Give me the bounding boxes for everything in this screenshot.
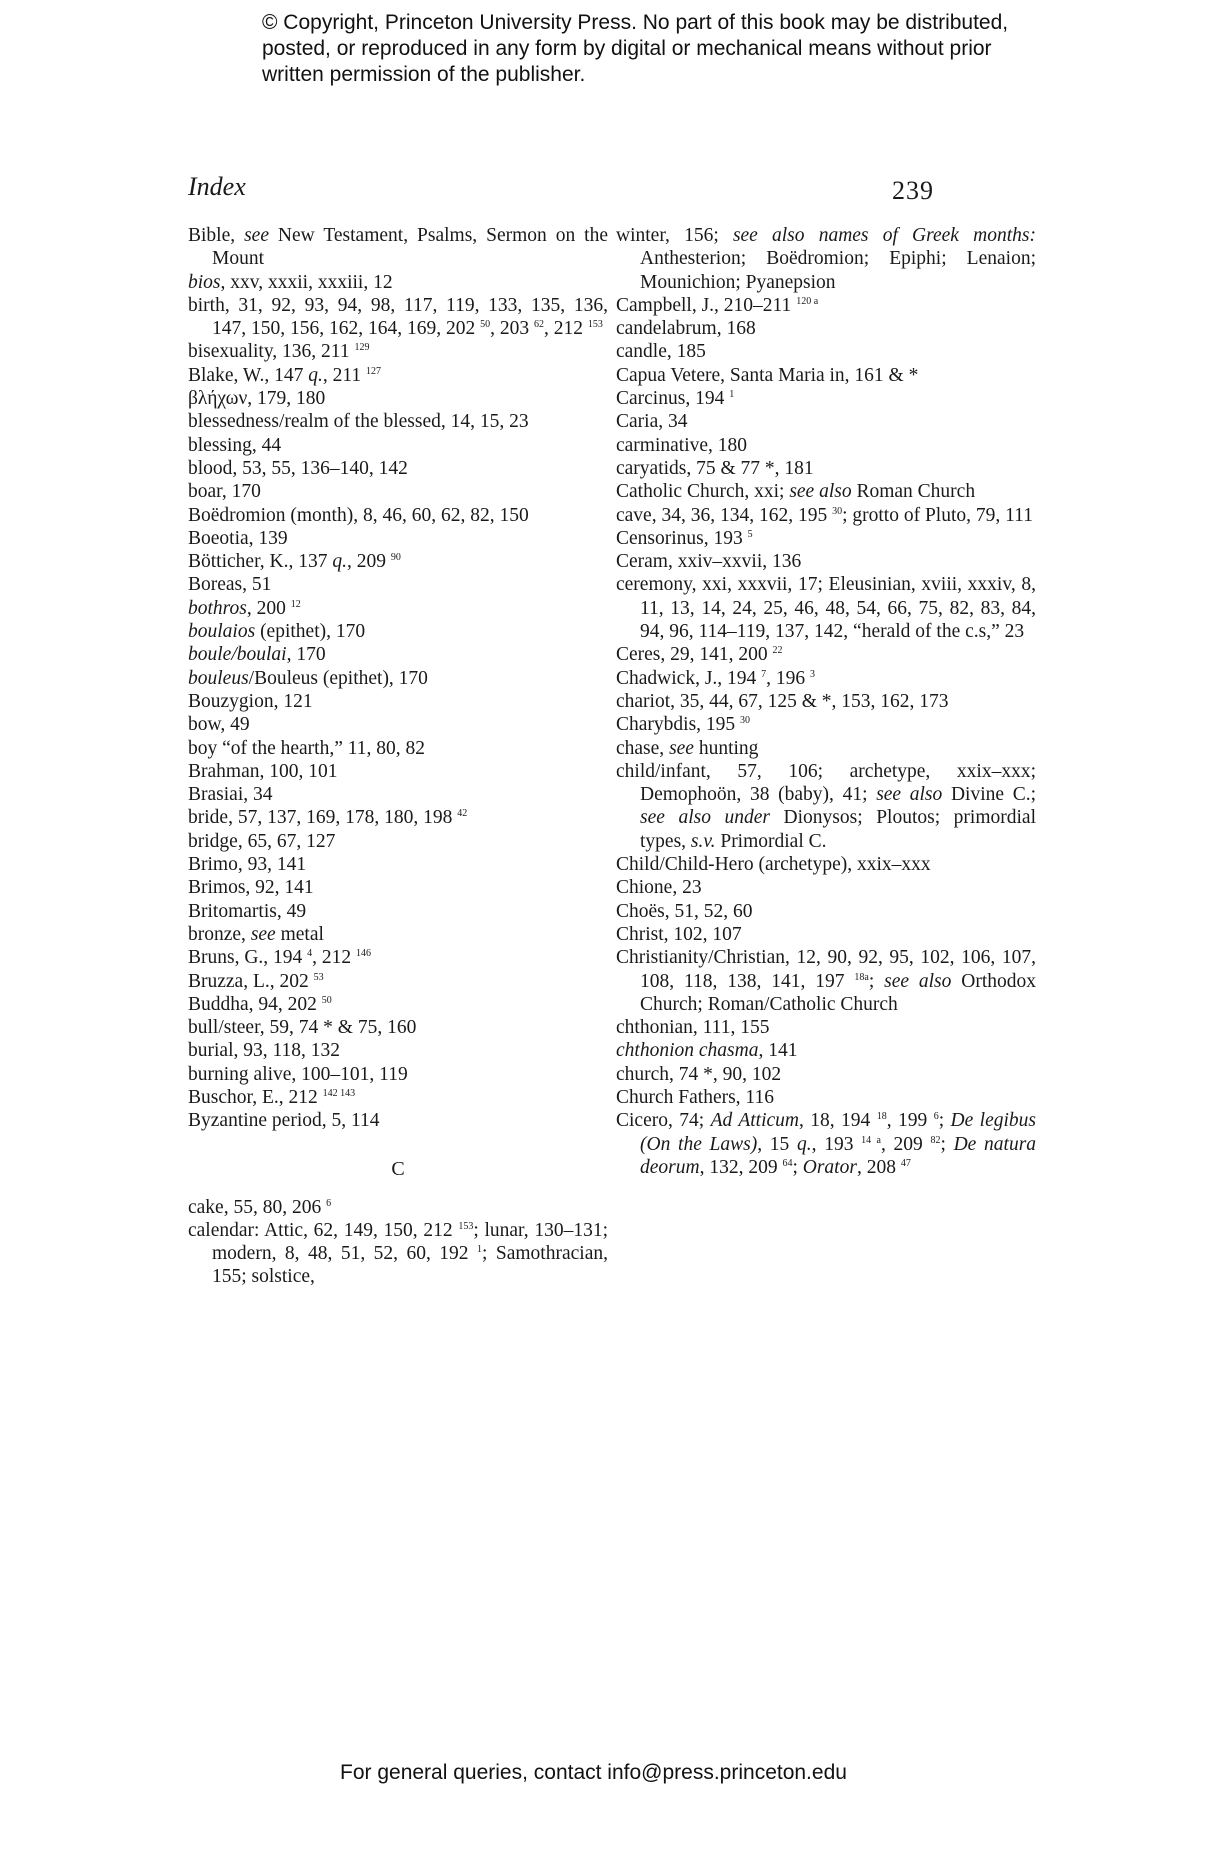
index-entry: boar, 170 [188,481,261,503]
index-entry: caryatids, 75 & 77 *, 181 [616,457,814,479]
footer-contact: For general queries, contact info@press.princeton.edu [340,1761,847,1784]
page-number: 239 [892,176,934,205]
index-entry: bride, 57, 137, 169, 178, 180, 198 $^{42}$ [188,807,468,829]
index-entry: Brahman, 100, 101 [188,760,338,782]
index-entry: Brimos, 92, 141 [188,877,314,899]
index-entry: Ceram, xxiv–xxvii, 136 [616,551,802,573]
index-entry: chase, see hunting [616,737,759,759]
index-entry: Cicero, 74; Ad Atticum, 18, 194 $^{18}$, 199 $^6$; De legibus (On the Laws), 15 q., 193 $^{14 a}$, 209 $^{82}$; De natura deorum, 132, 209 $^{64}$; Orator, 208 $^{47}$ [616,1110,1037,1178]
index-entry: Campbell, J., 210–211 $^{120 a}$ [616,294,819,316]
index-entry: boulaios (epithet), 170 [188,621,366,643]
index-entry: boule/boulai, 170 [188,644,326,666]
index-entry: Christ, 102, 107 [616,923,742,945]
index-entry: Boëdromion (month), 8, 46, 60, 62, 82, 150 [188,504,529,526]
index-entry: church, 74 *, 90, 102 [616,1063,782,1085]
index-entry: bull/steer, 59, 74 * & 75, 160 [188,1017,417,1039]
index-entry: chthonian, 111, 155 [616,1017,770,1039]
index-entry: bronze, see metal [188,923,324,945]
index-entry: candelabrum, 168 [616,318,756,340]
index-entry: Brimo, 93, 141 [188,854,307,876]
index-entry: boy “of the hearth,” 11, 80, 82 [188,737,425,759]
index-entry: burial, 93, 118, 132 [188,1040,341,1062]
index-entry: Bouzygion, 121 [188,690,313,712]
index-entry: blessing, 44 [188,434,282,456]
index-entry: bisexuality, 136, 211 $^{129}$ [188,341,370,363]
index-entry: Buddha, 94, 202 $^{50}$ [188,993,332,1015]
index-entry: birth, 31, 92, 93, 94, 98, 117, 119, 133, 135, 136, 147, 150, 156, 162, 164, 169, 202 $^{50}$, 203 $^{62}$, 212 $^{153}$ [188,294,608,340]
copyright-notice: © Copyright, Princeton University Press. No part of this book may be distributed, posted, or reproduced in any form by digital or mechanical means without prior written permission of the publisher. [262,11,1009,86]
index-entry: cake, 55, 80, 206 $^6$ [188,1196,332,1218]
index-entry: Bible, see New Testament, Psalms, Sermon on the Mount [188,225,608,270]
index-entry: Brasiai, 34 [188,784,273,806]
index-entries-c-continued [616,224,1036,1179]
index-entry: chariot, 35, 44, 67, 125 & *, 153, 162, 173 [616,690,949,712]
index-entry: Bruzza, L., 202 $^{53}$ [188,970,324,992]
index-entry: Boreas, 51 [188,574,272,596]
index-entry: Church Fathers, 116 [616,1086,774,1108]
index-entry: Boeotia, 139 [188,527,288,549]
index-entry: chthonion chasma, 141 [616,1040,798,1062]
index-entry: burning alive, 100–101, 119 [188,1063,408,1085]
index-entry: Christianity/Christian, 12, 90, 92, 95, 102, 106, 107, 108, 118, 138, 141, 197 $^{18a}$; see also Orthodox Church; Roman/Catholic Church [616,947,1037,1015]
index-entry: Britomartis, 49 [188,900,307,922]
index-entry: Capua Vetere, Santa Maria in, 161 & * [616,364,919,386]
index-column-right [616,224,1036,1179]
index-entry: Child/Child-Hero (archetype), xxix–xxx [616,854,931,876]
index-entry: Chione, 23 [616,877,702,899]
index-entry: bothros, 200 $^{12}$ [188,597,301,619]
running-head-title: Index [188,172,246,201]
index-entry: cave, 34, 36, 134, 162, 195 $^{30}$; grotto of Pluto, 79, 111 [616,504,1033,526]
index-entry: Carcinus, 194 $^1$ [616,388,735,410]
index-entry: bow, 49 [188,714,250,736]
index-entry: blessedness/realm of the blessed, 14, 15, 23 [188,411,529,433]
index-entry: Bötticher, K., 137 q., 209 $^{90}$ [188,551,401,573]
index-entry: Caria, 34 [616,411,688,433]
index-entry: Ceres, 29, 141, 200 $^{22}$ [616,644,783,666]
section-letter: C [391,1157,405,1180]
index-entry: ceremony, xxi, xxxvii, 17; Eleusinian, xviii, xxxiv, 8, 11, 13, 14, 24, 25, 46, 48, 54, 66, 75, 82, 83, 84, 94, 96, 114–119, 137, 142, “herald of the c.s,” 23 [616,574,1036,643]
index-entry: Catholic Church, xxi; see also Roman Church [616,481,976,503]
index-entries-c [188,1196,608,1289]
index-entry: Chadwick, J., 194 $^7$, 196 $^3$ [616,667,816,689]
index-entry: calendar: Attic, 62, 149, 150, 212 $^{153}$; lunar, 130–131; modern, 8, 48, 51, 52, 60, 192 $^1$; Samothracian, 155; solstice, [188,1219,608,1288]
index-entry: Choës, 51, 52, 60 [616,900,753,922]
index-entry: Censorinus, 193 $^5$ [616,527,753,549]
index-entry: Charybdis, 195 $^{30}$ [616,714,751,736]
index-entry: winter, 156; see also names of Greek months: Anthesterion; Boëdromion; Epiphi; Lenaion; Mounichion; Pyanepsion [616,225,1036,293]
index-entry: bouleus/Bouleus (epithet), 170 [188,667,428,689]
index-entry: bridge, 65, 67, 127 [188,830,336,852]
index-entry: candle, 185 [616,341,706,363]
index-entry: child/infant, 57, 106; archetype, xxix–xxx; Demophoön, 38 (baby), 41; see also Divine C.; see also under Dionysos; Ploutos; primordial types, s.v. Primordial C. [616,760,1037,852]
index-column-left [188,224,608,1289]
index-entry: blood, 53, 55, 136–140, 142 [188,457,408,479]
index-entries-b [188,224,608,1133]
index-entry: Byzantine period, 5, 114 [188,1110,380,1132]
index-entry: Buschor, E., 212 $^{142 143}$ [188,1086,356,1108]
index-entry: βλήχων, 179, 180 [188,388,326,410]
index-entry: Blake, W., 147 q., 211 $^{127}$ [188,364,382,386]
index-entry: Bruns, G., 194 $^4$, 212 $^{146}$ [188,947,372,969]
index-entry: bios, xxv, xxxii, xxxiii, 12 [188,271,393,293]
index-entry: carminative, 180 [616,434,748,456]
